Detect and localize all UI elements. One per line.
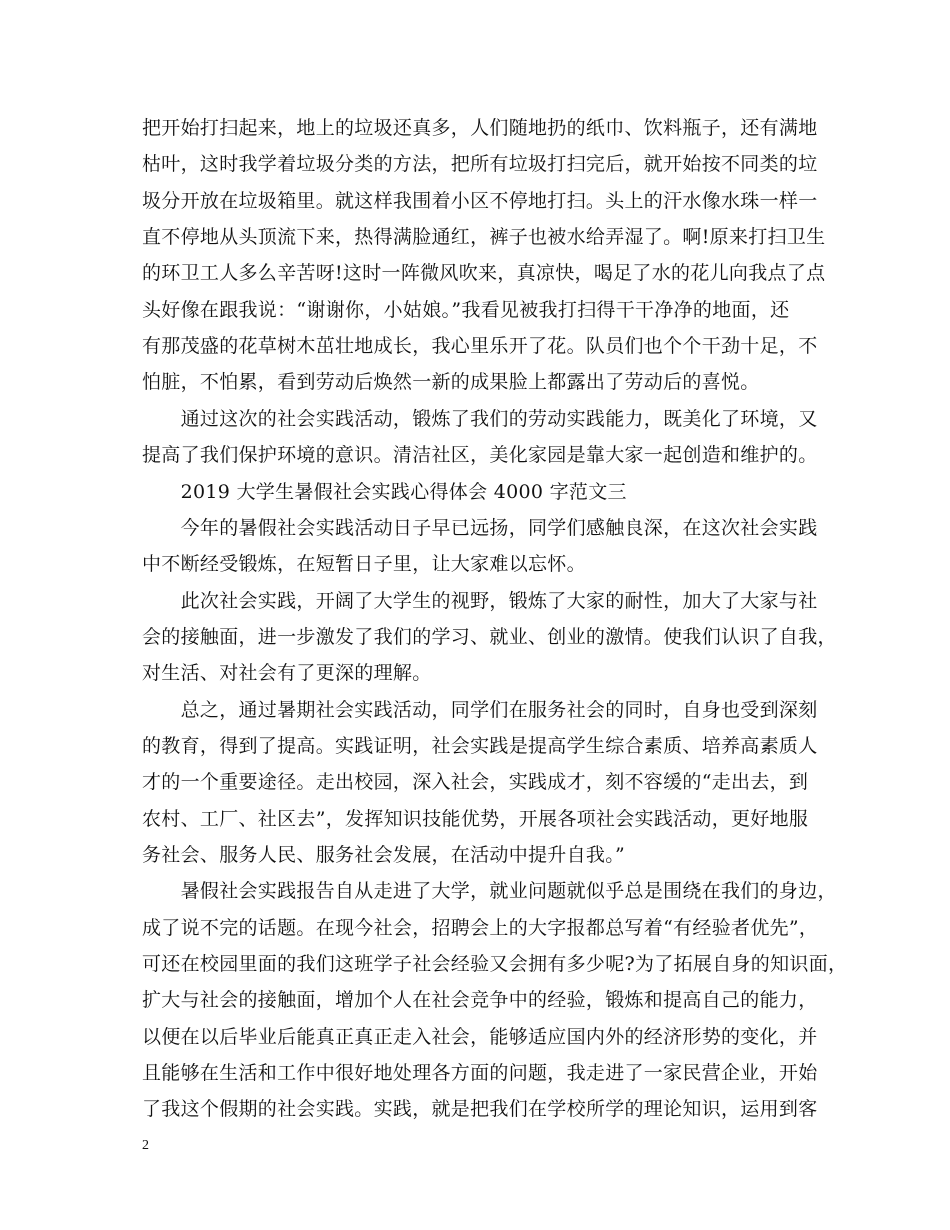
- text-line: 务社会、服务人民、服务社会发展，在活动中提升自我。”: [142, 844, 626, 866]
- text-line: 有那茂盛的花草树木茁壮地成长，我心里乐开了花。队员们也个个干劲十足，不: [142, 335, 818, 358]
- text-line: 此次社会实践，开阔了大学生的视野，锻炼了大家的耐性，加大了大家与社: [142, 589, 818, 612]
- page-number: 2: [142, 1138, 149, 1153]
- text-line: 可还在校园里面的我们这班学子社会经验又会拥有多少呢?为了拓展自身的知识面，: [142, 953, 848, 976]
- text-line: 今年的暑假社会实践活动日子早已远扬，同学们感触良深，在这次社会实践: [142, 516, 818, 539]
- text-line: 农村、工厂、社区去”，发挥知识技能优势，开展各项社会实践活动，更好地服: [142, 807, 809, 830]
- text-line: 的环卫工人多么辛苦呀!这时一阵微风吹来，真凉快，喝足了水的花儿向我点了点: [142, 262, 826, 285]
- text-line: 提高了我们保护环境的意识。清洁社区，美化家园是靠大家一起创造和维护的。: [142, 444, 818, 467]
- text-line: 暑假社会实践报告自从走进了大学，就业问题就似乎总是围绕在我们的身边，: [142, 880, 837, 903]
- text-line: 通过这次的社会实践活动，锻炼了我们的劳动实践能力，既美化了环境，又: [142, 407, 818, 430]
- text-line: 枯叶，这时我学着垃圾分类的方法，把所有垃圾打扫完后，就开始按不同类的垃: [142, 153, 818, 176]
- text-line: 中不断经受锻炼，在短暂日子里，让大家难以忘怀。: [142, 553, 586, 576]
- text-line: 怕脏，不怕累，看到劳动后焕然一新的成果脸上都露出了劳动后的喜悦。: [142, 371, 760, 394]
- text-line: 会的接触面，进一步激发了我们的学习、就业、创业的激情。使我们认识了自我，: [142, 625, 837, 648]
- text-line: 2019 大学生暑假社会实践心得体会 4000 字范文三: [142, 480, 627, 503]
- text-line: 对生活、对社会有了更深的理解。: [142, 662, 432, 685]
- text-line: 扩大与社会的接触面，增加个人在社会竞争中的经验，锻炼和提高自己的能力，: [142, 989, 818, 1012]
- text-line: 把开始打扫起来，地上的垃圾还真多，人们随地扔的纸巾、饮料瓶子，还有满地: [142, 117, 818, 139]
- text-line: 的教育，得到了提高。实践证明，社会实践是提高学生综合素质、培养高素质人: [142, 734, 818, 757]
- text-line: 且能够在生活和工作中很好地处理各方面的问题，我走进了一家民营企业，开始: [142, 1062, 818, 1085]
- text-line: 总之，通过暑期社会实践活动，同学们在服务社会的同时，自身也受到深刻: [142, 698, 818, 721]
- text-line: 直不停地从头顶流下来，热得满脸通红，裤子也被水给弄湿了。啊!原来打扫卫生: [142, 226, 826, 249]
- text-line: 以便在以后毕业后能真正真正走入社会，能够适应国内外的经济形势的变化，并: [142, 1025, 818, 1048]
- text-line: 成了说不完的话题。在现今社会，招聘会上的大字报都总写着“有经验者优先”，: [142, 916, 819, 939]
- text-line: 了我这个假期的社会实践。实践，就是把我们在学校所学的理论知识，运用到客: [142, 1098, 818, 1121]
- text-line: 才的一个重要途径。走出校园，深入社会，实践成才，刻不容缓的“走出去，到: [142, 771, 809, 794]
- text-line: 头好像在跟我说：“谢谢你，小姑娘。”我看见被我打扫得干干净净的地面，还: [142, 298, 790, 321]
- text-line: 圾分开放在垃圾箱里。就这样我围着小区不停地打扫。头上的汗水像水珠一样一: [142, 189, 818, 212]
